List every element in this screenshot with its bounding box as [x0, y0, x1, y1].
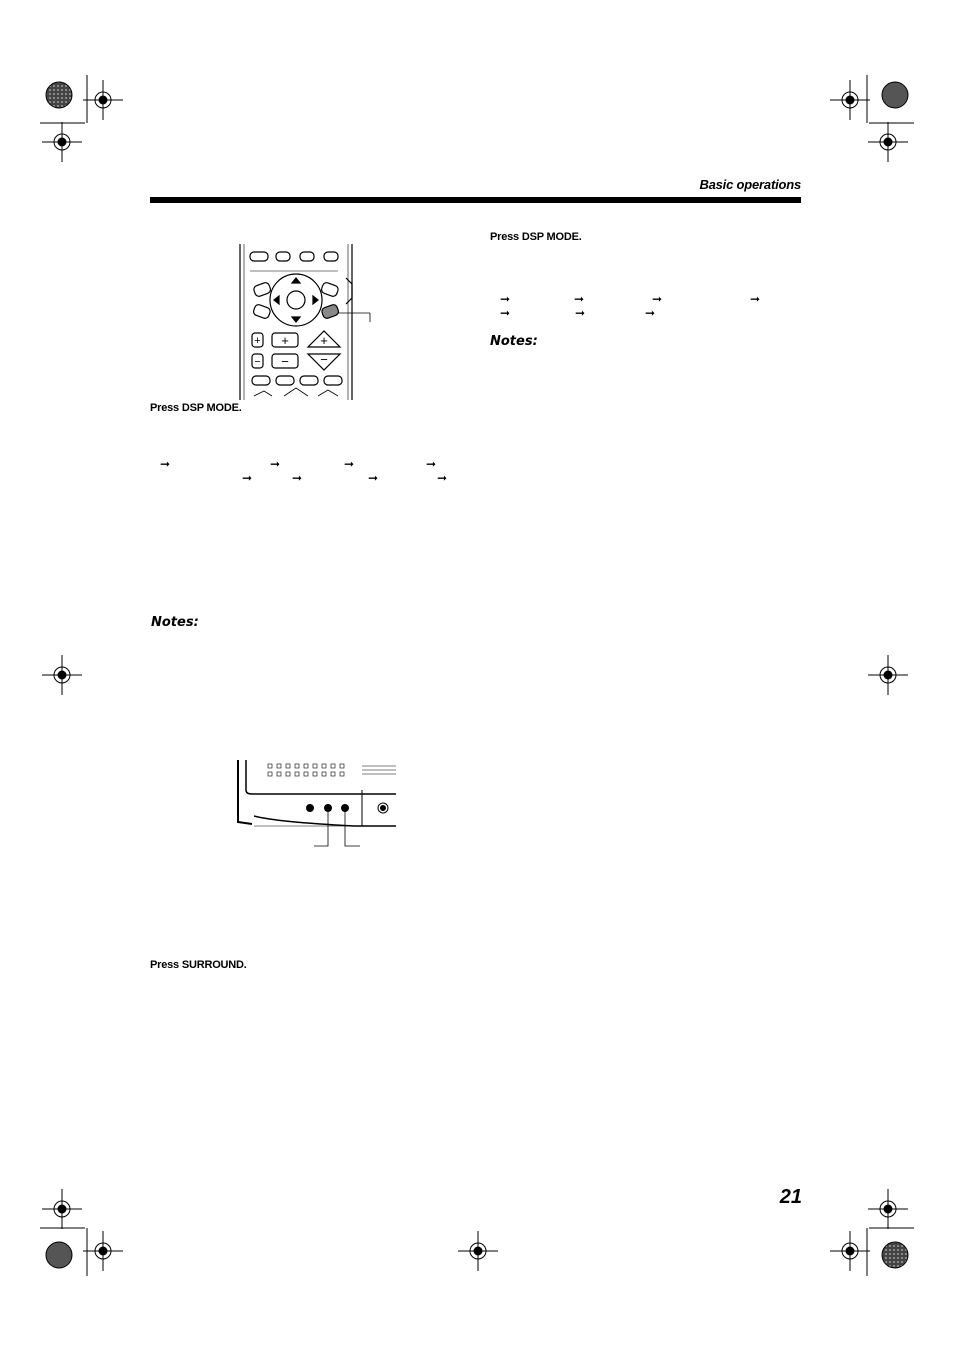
registration-mark-icon	[458, 1231, 498, 1271]
header-rule	[150, 197, 801, 203]
instruction-press-dsp-mode: Press DSP MODE.	[150, 402, 242, 414]
arrow-right-icon: ➞	[500, 292, 511, 306]
arrow-right-icon: ➞	[160, 457, 171, 471]
arrow-right-icon: ➞	[574, 292, 585, 306]
svg-text:+: +	[320, 333, 328, 348]
front-panel-illustration	[236, 760, 396, 855]
arrow-right-icon: ➞	[368, 471, 379, 485]
svg-text:−: −	[254, 356, 261, 368]
svg-text:+: +	[281, 333, 289, 348]
arrow-right-icon: ➞	[500, 306, 511, 320]
color-target-icon	[881, 1241, 909, 1269]
registration-mark-icon	[830, 80, 870, 120]
page-number: 21	[779, 1186, 802, 1208]
registration-mark-icon	[42, 655, 82, 695]
arrow-right-icon: ➞	[242, 471, 253, 485]
registration-mark-icon	[868, 122, 908, 162]
arrow-right-icon: ➞	[437, 471, 448, 485]
svg-text:−: −	[281, 354, 289, 369]
registration-mark-icon	[42, 1189, 82, 1229]
registration-mark-icon	[42, 122, 82, 162]
arrow-right-icon: ➞	[292, 471, 303, 485]
registration-mark-icon	[868, 655, 908, 695]
remote-control-illustration	[236, 244, 396, 404]
color-target-icon	[45, 1241, 73, 1269]
registration-mark-icon	[868, 1189, 908, 1229]
registration-mark-icon	[83, 80, 123, 120]
arrow-right-icon: ➞	[270, 457, 281, 471]
notes-heading-right: Notes:	[490, 334, 538, 349]
arrow-right-icon: ➞	[652, 292, 663, 306]
instruction-press-surround: Press SURROUND.	[150, 959, 247, 971]
svg-text:+: +	[254, 335, 261, 347]
arrow-right-icon: ➞	[750, 292, 761, 306]
color-target-icon	[881, 81, 909, 109]
arrow-right-icon: ➞	[645, 306, 656, 320]
section-title: Basic operations	[699, 177, 801, 192]
color-target-icon	[45, 81, 73, 109]
arrow-right-icon: ➞	[575, 306, 586, 320]
registration-mark-icon	[83, 1231, 123, 1271]
notes-heading: Notes:	[151, 615, 199, 630]
arrow-right-icon: ➞	[344, 457, 355, 471]
registration-mark-icon	[830, 1231, 870, 1271]
arrow-right-icon: ➞	[426, 457, 437, 471]
svg-text:−: −	[320, 352, 328, 367]
instruction-press-dsp-mode-right: Press DSP MODE.	[490, 231, 582, 243]
